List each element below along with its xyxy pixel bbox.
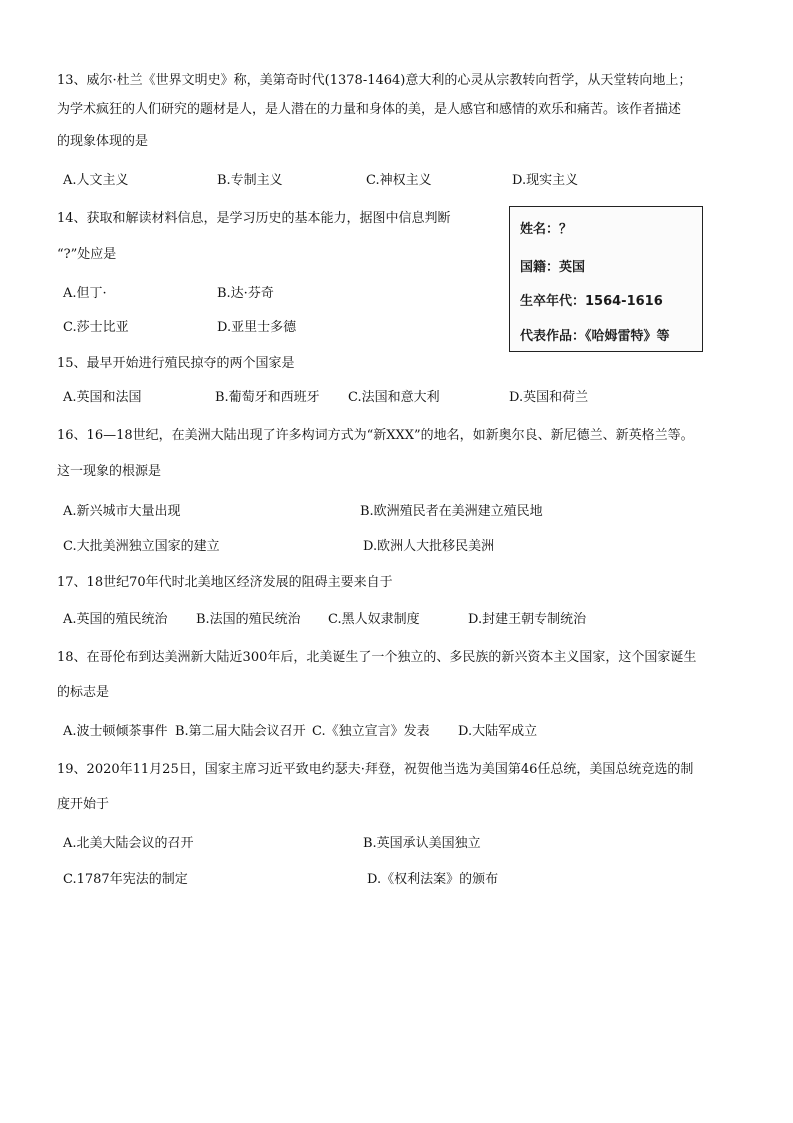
q15-option-a: A.英国和法国 bbox=[63, 390, 142, 405]
q13-option-b: B.专制主义 bbox=[217, 173, 283, 188]
q18-option-c: C.《独立宣言》发表 bbox=[312, 724, 430, 739]
q15-stem-line-1: 15、最早开始进行殖民掠夺的两个国家是 bbox=[57, 356, 295, 371]
q16-option-b: B.欧洲殖民者在美洲建立殖民地 bbox=[360, 504, 543, 519]
q18-stem-line-2: 的标志是 bbox=[57, 685, 110, 700]
q19-stem-line-1: 19、2020年11月25日，国家主席习近平致电约瑟夫·拜登，祝贺他当选为美国第46任总统，美国总统竞选的制 bbox=[57, 762, 694, 777]
q17-option-c: C.黑人奴隶制度 bbox=[328, 612, 420, 627]
q19-stem-line-2: 度开始于 bbox=[57, 797, 110, 812]
q14-option-a: A.但丁· bbox=[63, 286, 107, 301]
q17-option-d: D.封建王朝专制统治 bbox=[468, 612, 587, 627]
q16-option-a: A.新兴城市大量出现 bbox=[63, 504, 181, 519]
q19-option-b: B.英国承认美国独立 bbox=[363, 836, 481, 851]
q17-option-a: A.英国的殖民统治 bbox=[63, 612, 168, 627]
q14-option-d: D.亚里士多德 bbox=[217, 320, 297, 335]
q19-option-a: A.北美大陆会议的召开 bbox=[63, 836, 194, 851]
q18-option-b: B.第二届大陆会议召开 bbox=[175, 724, 306, 739]
q15-option-c: C.法国和意大利 bbox=[348, 390, 440, 405]
info-card-lifespan: 生卒年代：1564-1616 bbox=[520, 294, 663, 309]
q13-option-a: A.人文主义 bbox=[63, 173, 129, 188]
q14-option-b: B.达·芬奇 bbox=[217, 286, 274, 301]
q17-stem-line-1: 17、18世纪70年代时北美地区经济发展的阻碍主要来自于 bbox=[57, 575, 393, 590]
q15-option-b: B.葡萄牙和西班牙 bbox=[215, 390, 320, 405]
q18-stem-line-1: 18、在哥伦布到达美洲新大陆近300年后，北美诞生了一个独立的、多民族的新兴资本主义国家，这个国家诞生 bbox=[57, 650, 697, 665]
info-card-name: 姓名：？ bbox=[520, 222, 573, 237]
q13-stem-line-3: 的现象体现的是 bbox=[57, 134, 149, 149]
q16-option-d: D.欧洲人大批移民美洲 bbox=[363, 539, 495, 554]
q13-stem-line-1: 13、威尔·杜兰《世界文明史》称，美第奇时代(1378-1464)意大利的心灵从宗教转向哲学，从天堂转向地上； bbox=[57, 73, 692, 88]
q18-option-a: A.波士顿倾茶事件 bbox=[63, 724, 168, 739]
q14-stem-line-1: 14、获取和解读材料信息，是学习历史的基本能力，据图中信息判断 bbox=[57, 211, 451, 226]
q14-option-c: C.莎士比亚 bbox=[63, 320, 129, 335]
q15-option-d: D.英国和荷兰 bbox=[509, 390, 589, 405]
q16-option-c: C.大批美洲独立国家的建立 bbox=[63, 539, 220, 554]
q13-stem-line-2: 为学术疯狂的人们研究的题材是人，是人潜在的力量和身体的美，是人感官和感情的欢乐和痛苦。该作者描述 bbox=[57, 102, 682, 117]
q17-option-b: B.法国的殖民统治 bbox=[196, 612, 301, 627]
q14-info-card bbox=[509, 206, 703, 352]
q18-option-d: D.大陆军成立 bbox=[458, 724, 538, 739]
q16-stem-line-1: 16、16—18世纪，在美洲大陆出现了许多构词方式为“新XXX”的地名，如新奥尔良、新尼德兰、新英格兰等。 bbox=[57, 428, 694, 443]
q16-stem-line-2: 这一现象的根源是 bbox=[57, 464, 162, 479]
q13-option-d: D.现实主义 bbox=[512, 173, 579, 188]
q19-option-c: C.1787年宪法的制定 bbox=[63, 872, 188, 887]
q14-stem-line-2: “?”处应是 bbox=[57, 247, 117, 262]
q19-option-d: D.《权利法案》的颁布 bbox=[367, 872, 499, 887]
info-card-nationality: 国籍：英国 bbox=[520, 260, 586, 275]
q13-option-c: C.神权主义 bbox=[366, 173, 432, 188]
info-card-works: 代表作品：《哈姆雷特》等 bbox=[520, 329, 670, 344]
